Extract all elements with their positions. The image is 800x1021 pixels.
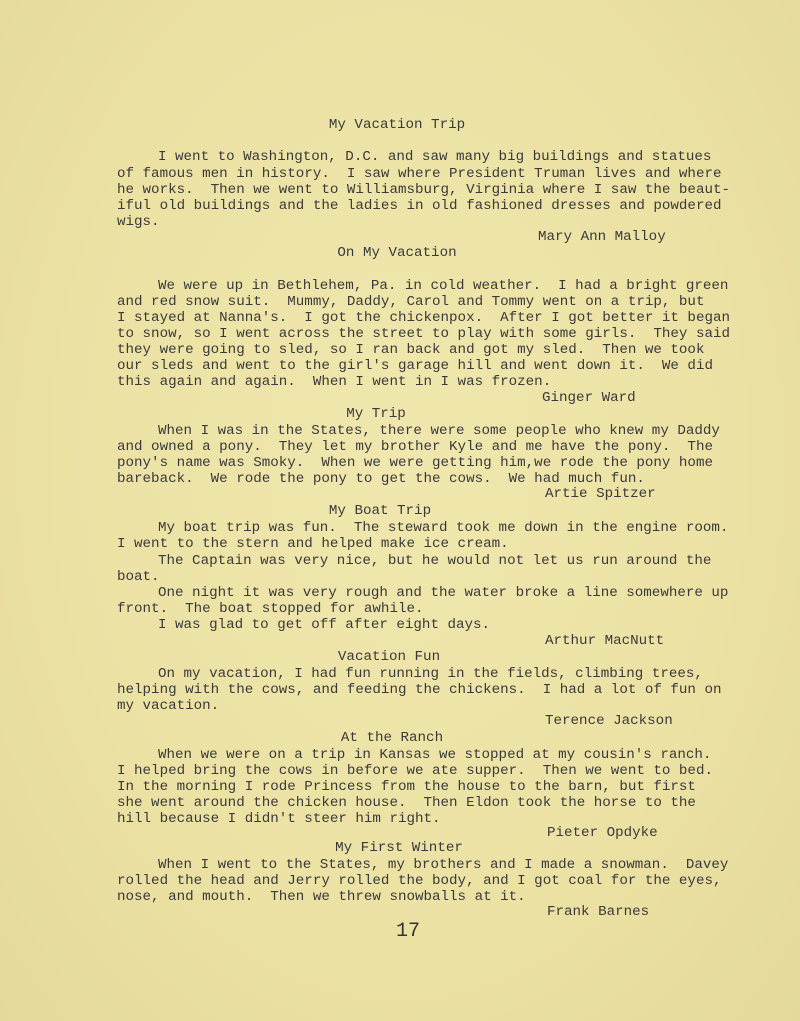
story-title: My Boat Trip: [328, 503, 432, 519]
story-line: My boat trip was fun. The steward took me down in the engine room.: [158, 520, 729, 536]
story-line: boat.: [117, 569, 160, 585]
story-line: On my vacation, I had fun running in the fields, climbing trees,: [158, 666, 703, 682]
story-line: We were up in Bethlehem, Pa. in cold weather. I had a bright green: [158, 278, 729, 294]
story-line: In the morning I rode Princess from the house to the barn, but first: [117, 779, 696, 795]
story-author: Frank Barnes: [547, 904, 650, 920]
story-line: she went around the chicken house. Then Eldon took the horse to the: [117, 795, 696, 811]
story-title: At the Ranch: [340, 730, 444, 746]
story-line: our sleds and went to the girl's garage hill and went down it. We did: [117, 358, 713, 374]
story-line: wigs.: [117, 214, 160, 230]
story-line: this again and again. When I went in I was frozen.: [117, 374, 552, 390]
story-author: Pieter Opdyke: [547, 825, 658, 841]
story-author: Arthur MacNutt: [545, 633, 665, 649]
story-line: nose, and mouth. Then we threw snowballs at it.: [117, 889, 526, 905]
story-line: pony's name was Smoky. When we were getting him,we rode the pony home: [117, 455, 713, 471]
story-line: they were going to sled, so I ran back and got my sled. Then we took: [117, 342, 705, 358]
story-line: front. The boat stopped for awhile.: [117, 601, 424, 617]
story-line: I stayed at Nanna's. I got the chickenpox. After I got better it began: [117, 310, 730, 326]
story-line: I went to Washington, D.C. and saw many big buildings and statues: [158, 149, 712, 165]
story-line: and owned a pony. They let my brother Kyle and me have the pony. The: [117, 439, 713, 455]
story-line: The Captain was very nice, but he would not let us run around the: [158, 553, 712, 569]
story-line: bareback. We rode the pony to get the cows. We had much fun.: [117, 471, 645, 487]
story-author: Mary Ann Malloy: [538, 229, 666, 245]
story-line: When we were on a trip in Kansas we stopped at my cousin's ranch.: [158, 747, 712, 763]
story-line: rolled the head and Jerry rolled the body, and I got coal for the eyes,: [117, 873, 722, 889]
story-line: iful old buildings and the ladies in old fashioned dresses and powdered: [117, 198, 722, 214]
story-title: My Trip: [346, 406, 406, 422]
page-number: 17: [396, 920, 421, 943]
story-line: I helped bring the cows in before we ate supper. Then we went to bed.: [117, 763, 713, 779]
story-title: On My Vacation: [337, 245, 457, 261]
story-line: hill because I didn't steer him right.: [117, 811, 441, 827]
story-line: When I was in the States, there were some people who knew my Daddy: [158, 423, 720, 439]
story-line: One night it was very rough and the water broke a line somewhere up: [158, 585, 729, 601]
story-line: to snow, so I went across the street to play with some girls. They said: [117, 326, 730, 342]
story-title: My Vacation Trip: [328, 117, 466, 133]
story-line: I was glad to get off after eight days.: [158, 617, 491, 633]
story-line: he works. Then we went to Williamsburg, Virginia where I saw the beaut-: [117, 182, 730, 198]
story-line: and red snow suit. Mummy, Daddy, Carol and Tommy went on a trip, but: [117, 294, 705, 310]
story-line: I went to the stern and helped make ice cream.: [117, 536, 509, 552]
story-author: Terence Jackson: [545, 713, 673, 729]
story-line: When I went to the States, my brothers and I made a snowman. Davey: [158, 857, 729, 873]
story-line: of famous men in history. I saw where President Truman lives and where: [117, 166, 722, 182]
story-title: Vacation Fun: [337, 649, 441, 665]
story-author: Artie Spitzer: [545, 486, 656, 502]
story-line: my vacation.: [117, 698, 220, 714]
story-title: My First Winter: [335, 840, 463, 856]
story-line: helping with the cows, and feeding the chickens. I had a lot of fun on: [117, 682, 722, 698]
story-author: Ginger Ward: [542, 390, 636, 406]
